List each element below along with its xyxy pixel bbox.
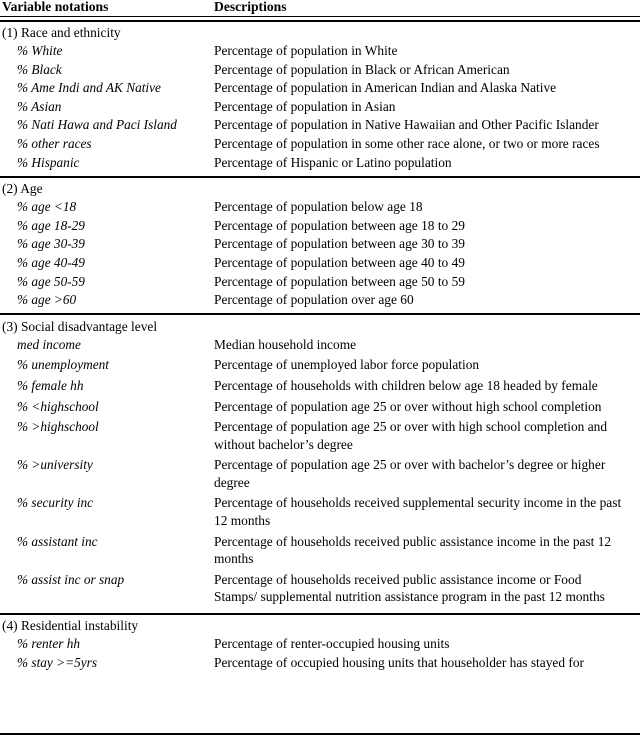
variable-description-cell: Percentage of population in some other race alone, or two or more races [214,135,600,151]
table-row [0,217,640,236]
section-heading-row [0,178,640,198]
section-title: (4) Residential instability [2,618,139,634]
section-title: (1) Race and ethnicity [2,25,121,40]
variable-notation-cell: % unemployment [17,357,109,373]
variable-description-cell: Percentage of population between age 50 to 59 [214,273,465,289]
table-row [0,291,640,310]
variable-notation-cell: % renter hh [17,636,81,652]
variable-description-cell: Percentage of renter-occupied housing units [214,636,450,652]
variable-notation-cell: % age 50-59 [17,273,85,289]
variable-notation-cell: % age 30-39 [17,236,85,252]
section-heading-row [0,21,640,42]
variable-description-cell: Percentage of population age 25 or over with high school completion and without bachelor’s degree [214,419,608,452]
variable-notation-cell: % assist inc or snap [17,571,125,587]
table-row [0,336,640,357]
variable-description-cell: Percentage of population in Native Hawaiian and Other Pacific Islander [214,117,599,133]
table-row [0,254,640,273]
variable-notation-cell: % >highschool [17,419,99,435]
table-row [0,571,640,609]
variable-description-cell: Percentage of population between age 40 to 49 [214,254,465,270]
variable-notation-cell: % age >60 [17,292,77,308]
variable-notation-cell: % age 18-29 [17,217,85,233]
variable-notation-cell: % assistant inc [17,533,98,549]
table-row [0,116,640,135]
variable-description-cell: Percentage of population age 25 or over with bachelor’s degree or higher degree [214,457,606,490]
variable-description-cell: Percentage of occupied housing units that householder has stayed for [214,654,585,670]
variable-notation-cell: % other races [17,135,92,151]
variable-notation-cell: % Nati Hawa and Paci Island [17,117,177,133]
variable-description-cell: Percentage of population over age 60 [214,292,414,308]
table-header-row [0,0,640,17]
section-title: (2) Age [2,181,43,197]
table-row [0,398,640,419]
column-header-variable-notations: Variable notations [0,0,212,17]
variable-description-cell: Median household income [214,336,357,352]
variable-notation-cell: med income [17,336,81,352]
variable-description-cell: Percentage of population below age 18 [214,199,423,215]
variable-description-cell: Percentage of households with children below age 18 headed by female [214,377,598,393]
variable-notation-cell: % female hh [17,377,84,393]
table-row [0,235,640,254]
section-title: (3) Social disadvantage level [2,318,158,334]
variable-notation-cell: % >university [17,457,93,473]
variable-description-cell: Percentage of population in Asian [214,98,396,114]
table-row [0,198,640,217]
table-row [0,356,640,377]
table-row [0,98,640,117]
table-header [0,0,640,21]
variable-notation-cell: % Black [17,61,62,77]
variable-description-cell: Percentage of Hispanic or Latino population [214,154,452,170]
variable-description-cell: Percentage of population in Black or African American [214,61,510,77]
variable-description-cell: Percentage of households received supplemental security income in the past 12 months [214,495,622,529]
variable-description-cell: Percentage of population in American Indian and Alaska Native [214,80,557,96]
variable-description-cell: Percentage of households received public assistance income in the past 12 months [214,533,612,567]
table-bottom-rule [0,733,640,735]
table-row [0,456,640,494]
table-row [0,654,640,673]
variable-notation-cell: % Ame Indi and AK Native [17,80,161,96]
variable-notation-cell: % age <18 [17,199,77,215]
variable-notation-cell: % age 40-49 [17,254,85,270]
table-body [0,21,640,672]
variable-description-cell: Percentage of population between age 18 to 29 [214,217,465,233]
table-row [0,418,640,456]
variable-notation-cell: % Hispanic [17,154,80,170]
table-row [0,377,640,398]
column-header-descriptions: Descriptions [212,0,640,17]
table-row [0,273,640,292]
variable-description-cell: Percentage of unemployed labor force population [214,357,480,373]
section-heading-row [0,316,640,336]
variable-notation-cell: % security inc [17,495,94,511]
table-row [0,494,640,532]
table-row [0,61,640,80]
variable-description-cell: Percentage of population age 25 or over without high school completion [214,398,602,414]
table-row [0,154,640,173]
variable-description-cell: Percentage of population between age 30 to 39 [214,236,465,252]
section-heading-row [0,615,640,635]
variable-notation-cell: % <highschool [17,398,99,414]
variable-notation-cell: % stay >=5yrs [17,654,97,670]
variable-notation-cell: % Asian [17,98,62,114]
table-row [0,79,640,98]
table-row [0,635,640,654]
variable-description-cell: Percentage of households received public assistance income or Food Stamps/ supplemental nutrition assistance program in the past 12 months [214,571,605,605]
table-row [0,533,640,571]
table-row [0,42,640,61]
variable-description-cell: Percentage of population in White [214,43,398,58]
table-row [0,135,640,154]
variable-notation-cell: % White [17,43,63,58]
